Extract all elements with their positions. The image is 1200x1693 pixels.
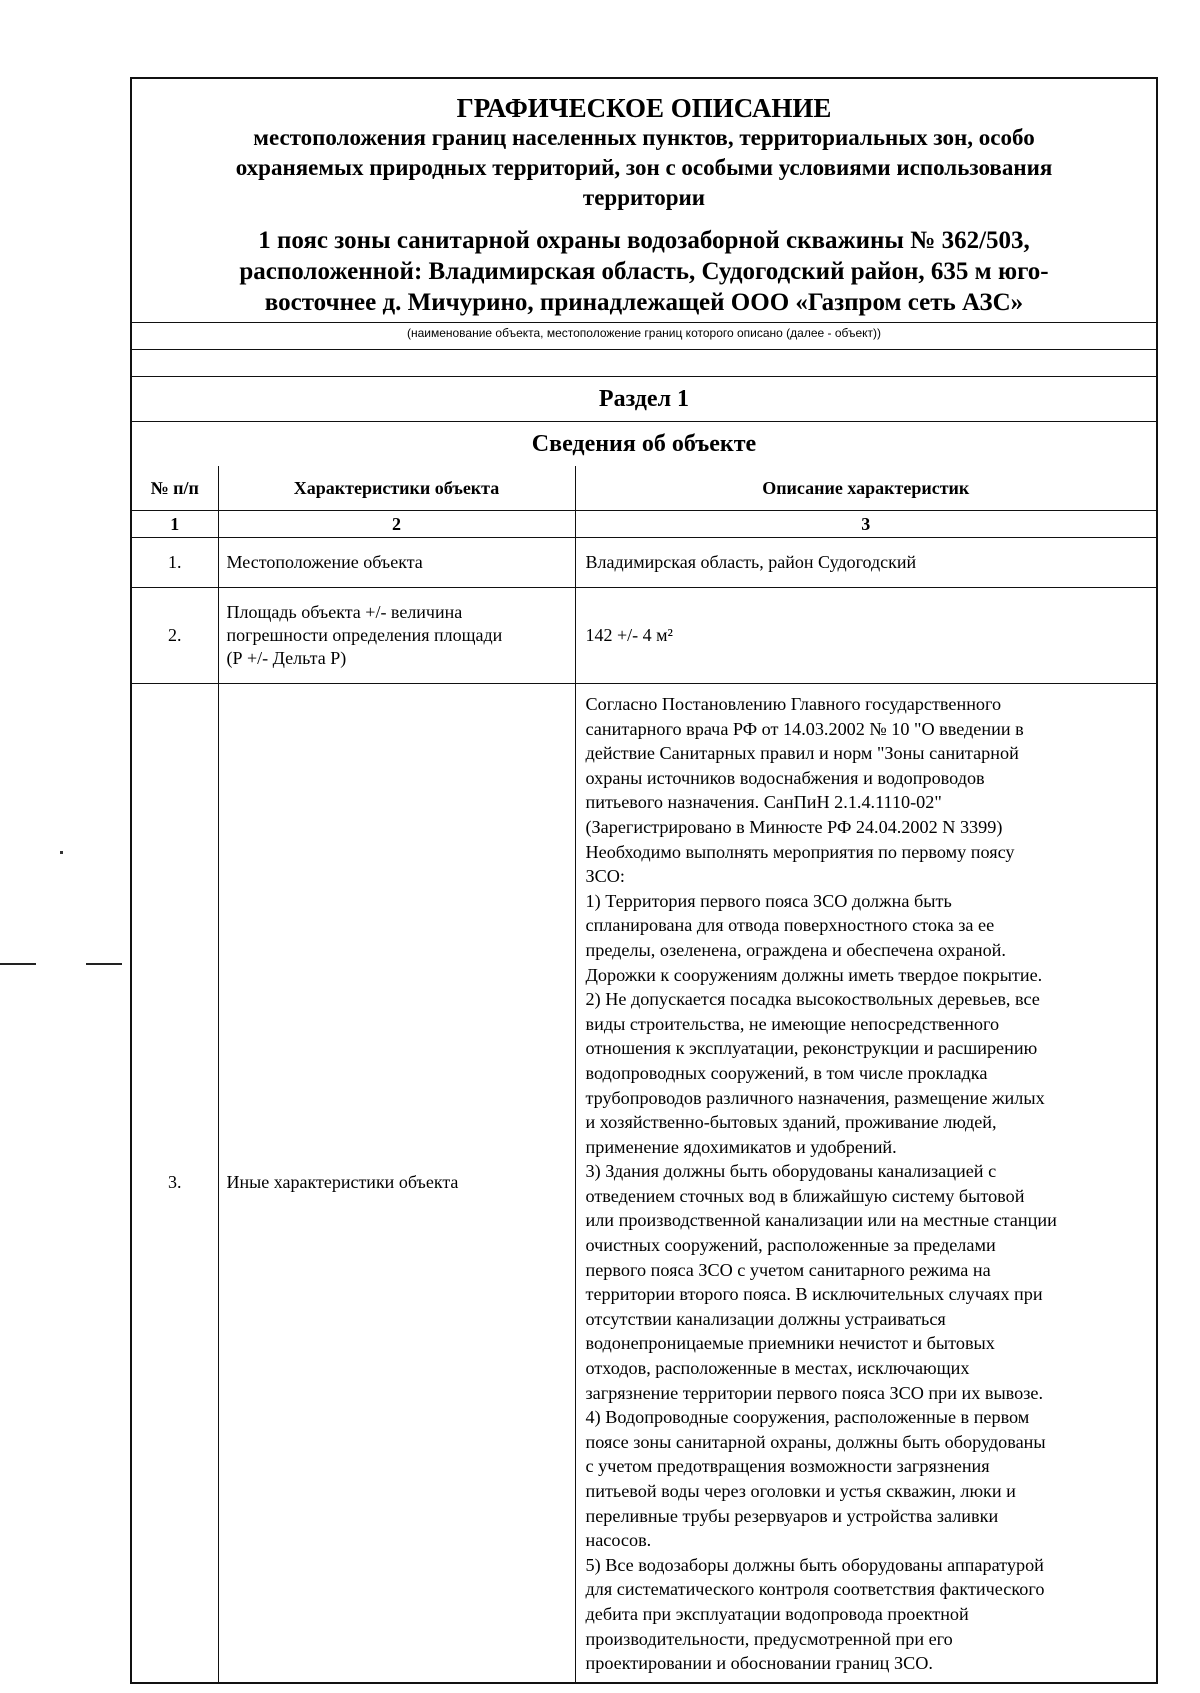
- description-line: загрязнение территории первого пояса ЗСО при их вывозе.: [585, 1382, 1044, 1403]
- description-line: ЗСО:: [585, 866, 625, 887]
- column-index: 1: [132, 511, 218, 538]
- scan-speck: [60, 851, 63, 854]
- description-line: Дорожки к сооружениям должны иметь твердое покрытие.: [585, 964, 1043, 985]
- row-characteristic: [218, 588, 575, 684]
- description-line: действие Санитарных правил и норм "Зоны санитарной: [585, 743, 1019, 764]
- description-line: или производственной канализации или на местные станции: [585, 1210, 1057, 1231]
- description-line: спланирована для отвода поверхностного стока за ее: [585, 915, 995, 936]
- description-line: первого пояса ЗСО с учетом санитарного режима на: [585, 1259, 991, 1280]
- row-number: 2.: [132, 588, 218, 684]
- description-line: питьевого назначения. СанПиН 2.1.4.1110-02": [585, 792, 942, 813]
- object-line: 1 пояс зоны санитарной охраны водозаборной скважины № 362/503,: [258, 227, 1030, 254]
- description-line: водопроводных сооружений, в том числе прокладка: [585, 1062, 988, 1083]
- object-line: восточнее д. Мичурино, принадлежащей ООО «Газпром сеть АЗС»: [264, 289, 1024, 316]
- description-line: дебита при эксплуатации водопровода проектной: [585, 1603, 969, 1624]
- description-line: питьевой воды через оголовки и устья скважин, люки и: [585, 1481, 1016, 1501]
- document-title: ГРАФИЧЕСКОЕ ОПИСАНИЕ: [456, 93, 832, 123]
- description-line: отсутствии канализации должны устраиваться: [585, 1308, 946, 1329]
- description-line: отходов, расположенные в местах, исключающих: [585, 1358, 970, 1379]
- object-info-table: [132, 466, 1156, 1682]
- subtitle-line: территории: [582, 185, 706, 210]
- table-row: [132, 588, 1156, 684]
- description-line: 2) Не допускается посадка высокоствольных деревьев, все: [585, 989, 1040, 1010]
- description-line: водонепроницаемые приемники нечистот и бытовых: [585, 1333, 995, 1354]
- subtitle-line: охраняемых природных территорий, зон с особыми условиями использования: [235, 155, 1053, 180]
- table-index-row: [132, 511, 1156, 538]
- row-characteristic: Иные характеристики объекта: [218, 684, 575, 1682]
- row-number: 3.: [132, 684, 218, 1682]
- column-index: 3: [575, 511, 1156, 538]
- description-line: виды строительства, не имеющие непосредственного: [585, 1013, 1000, 1034]
- description-line: 1) Территория первого пояса ЗСО должна быть: [585, 890, 952, 911]
- description-line: насосов.: [585, 1530, 652, 1551]
- description-line: 3) Здания должны быть оборудованы канализацией с: [585, 1161, 997, 1182]
- document-page: [130, 77, 1158, 1684]
- subtitle-line: местоположения границ населенных пунктов, территориальных зон, особо: [253, 125, 1035, 150]
- object-line: расположенной: Владимирская область, Судогодский район, 635 м юго-: [239, 258, 1049, 285]
- description-line: проектировании и обосновании границ ЗСО.: [585, 1653, 933, 1674]
- description-line: трубопроводов различного назначения, размещение жилых: [585, 1087, 1045, 1108]
- description-line: отношения к эксплуатации, реконструкции и расширению: [585, 1038, 1038, 1059]
- description-line: для систематического контроля соответствия фактического: [585, 1579, 1045, 1600]
- description-line: и хозяйственно-бытовых зданий, проживание людей,: [585, 1112, 997, 1133]
- object-caption: (наименование объекта, местоположение границ которого описано (далее - объект)): [132, 322, 1156, 349]
- column-header-characteristic: Характеристики объекта: [218, 466, 575, 511]
- description-line: поясе зоны санитарной охраны, должны быть оборудованы: [585, 1431, 1046, 1452]
- description-line: санитарного врача РФ от 14.03.2002 № 10 "О введении в: [585, 718, 1024, 739]
- description-line: с учетом предотвращения возможности загрязнения: [585, 1456, 990, 1477]
- table-header-row: [132, 466, 1156, 511]
- description-line: очистных сооружений, расположенные за пределами: [585, 1235, 996, 1256]
- row-number: 1.: [132, 538, 218, 588]
- row-description: 142 +/- 4 м²: [575, 588, 1156, 684]
- characteristic-line: Площадь объекта +/- величина: [226, 602, 463, 622]
- description-line: отведением сточных вод в ближайшую систему бытовой: [585, 1185, 1025, 1206]
- description-line: Согласно Постановлению Главного государственного: [585, 694, 1002, 714]
- column-header-description: Описание характеристик: [575, 466, 1156, 511]
- empty-row: [132, 350, 1156, 377]
- row-characteristic: Местоположение объекта: [218, 538, 575, 588]
- characteristic-line: (Р +/- Дельта Р): [226, 648, 347, 668]
- column-header-number: № п/п: [132, 466, 218, 511]
- description-line: 5) Все водозаборы должны быть оборудованы аппаратурой: [585, 1554, 1044, 1575]
- column-index: 2: [218, 511, 575, 538]
- section-label: Раздел 1: [132, 377, 1156, 422]
- row-description: Владимирская область, район Судогодский: [575, 538, 1156, 588]
- object-name: [142, 225, 1146, 318]
- description-line: охраны источников водоснабжения и водопроводов: [585, 767, 985, 788]
- description-line: территории второго пояса. В исключительных случаях при: [585, 1284, 1043, 1305]
- description-line: пределы, озеленена, ограждена и обеспечена охраной.: [585, 939, 1006, 960]
- description-line: переливные трубы резервуаров и устройства заливки: [585, 1505, 999, 1526]
- section-title: Сведения об объекте: [531, 431, 757, 457]
- description-line: (Зарегистрировано в Минюсте РФ 24.04.2002 N 3399): [585, 816, 1003, 837]
- description-line: 4) Водопроводные сооружения, расположенные в первом: [585, 1407, 1030, 1428]
- description-line: Необходимо выполнять мероприятия по первому поясу: [585, 841, 1015, 862]
- scan-mark: [0, 963, 36, 965]
- row-description-long: [575, 684, 1156, 1682]
- characteristic-line: погрешности определения площади: [226, 625, 503, 645]
- table-row: [132, 538, 1156, 588]
- description-line: применение ядохимикатов и удобрений.: [585, 1136, 897, 1157]
- table-row: [132, 684, 1156, 1682]
- document-subtitle: [142, 123, 1146, 213]
- description-line: производительности, предусмотренной при его: [585, 1628, 953, 1649]
- document-header: [132, 79, 1156, 350]
- scan-mark: [86, 963, 122, 965]
